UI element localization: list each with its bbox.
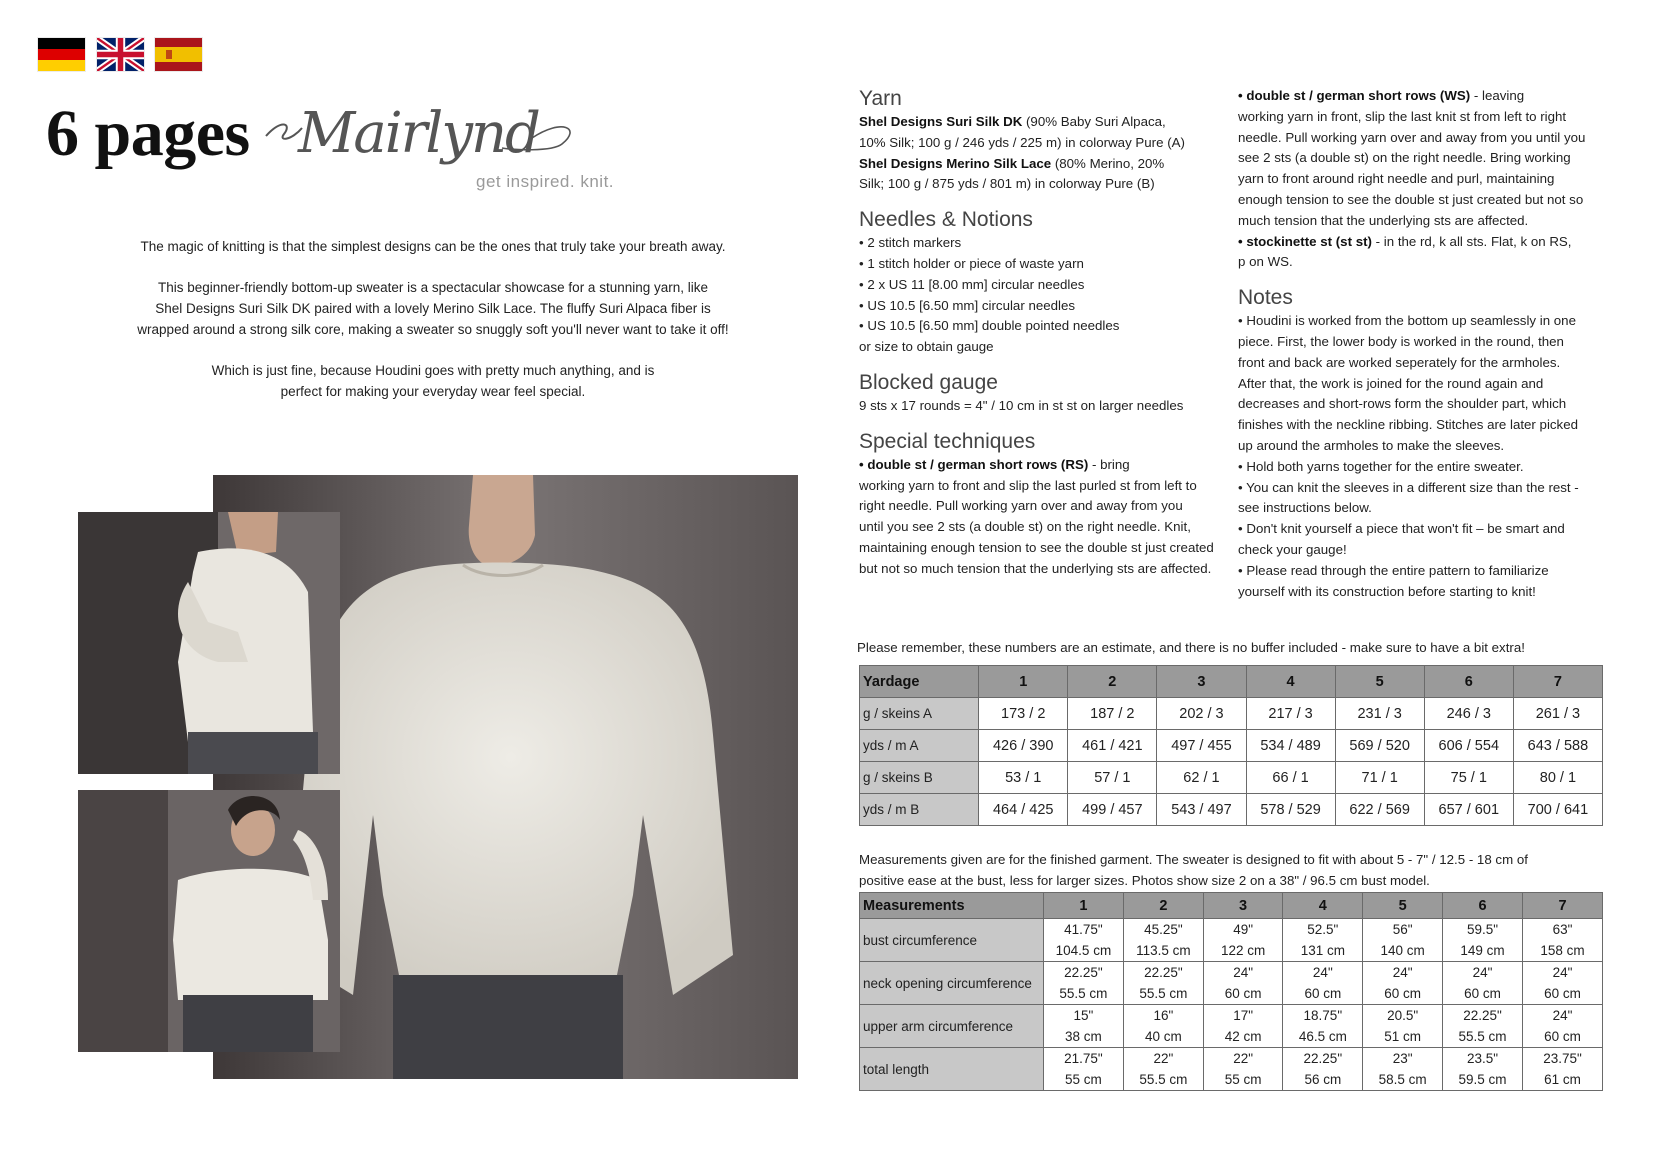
size-header: 1 [1043,893,1123,919]
row-label: total length [860,1048,1044,1091]
note-line: up around the armholes to make the sleeves. [1238,437,1505,453]
needle-item: • US 10.5 [6.50 mm] double pointed needles [859,318,1120,334]
table-cell: 22" 55 cm [1203,1048,1283,1091]
size-header: 7 [1513,666,1602,698]
table-cell: 62 / 1 [1157,762,1246,794]
table-cell: 17" 42 cm [1203,1005,1283,1048]
table-cell: 23.5" 59.5 cm [1443,1048,1523,1091]
gauge-text: 9 sts x 17 rounds = 4" / 10 cm in st st on larger needles [859,397,1184,413]
size-header: 1 [979,666,1068,698]
table-cell: 22.25" 55.5 cm [1043,962,1123,1005]
table-cell: 24" 60 cm [1522,1005,1602,1048]
table-cell: 24" 60 cm [1363,962,1443,1005]
notes-heading: Notes [1238,286,1293,310]
size-header: 7 [1522,893,1602,919]
table-row [860,698,1603,730]
note-line: • Please read through the entire pattern to familiarize [1238,562,1549,578]
pattern-title: 6 pages [46,97,250,170]
row-label: g / skeins A [860,698,979,730]
table-cell: 66 / 1 [1246,762,1335,794]
table-row [860,919,1603,962]
table-cell: 16" 40 cm [1123,1005,1203,1048]
intro-text [118,236,748,422]
german-flag-icon[interactable] [38,38,85,71]
table-cell: 57 / 1 [1068,762,1157,794]
table-row [860,962,1603,1005]
note-line: piece. First, the lower body is worked in the round, then [1238,333,1564,349]
gauge-heading: Blocked gauge [859,370,998,394]
table-cell: 534 / 489 [1246,730,1335,762]
table-cell: 499 / 457 [1068,794,1157,826]
table-cell: 24" 60 cm [1443,962,1523,1005]
technique-st-st: • stockinette st (st st) - in the rd, k all sts. Flat, k on RS, [1238,233,1572,249]
table-cell: 22" 55.5 cm [1123,1048,1203,1091]
table-cell: 53 / 1 [979,762,1068,794]
yardage-note: Please remember, these numbers are an estimate, and there is no buffer included - make sure to have a bit extra! [857,640,1525,655]
needle-item: • 2 x US 11 [8.00 mm] circular needles [859,276,1085,292]
table-cell: 63" 158 cm [1522,919,1602,962]
table-row [860,762,1603,794]
needles-heading: Needles & Notions [859,208,1033,232]
size-header: 6 [1424,666,1513,698]
needle-item: or size to obtain gauge [859,339,994,355]
yarn-heading: Yarn [859,87,902,110]
table-cell: 261 / 3 [1513,698,1602,730]
table-row [860,1005,1603,1048]
needle-item: • 1 stitch holder or piece of waste yarn [859,255,1084,271]
table-row [860,1048,1603,1091]
note-line: • Houdini is worked from the bottom up seamlessly in one [1238,313,1576,329]
intro-paragraph-2: This beginner-friendly bottom-up sweater is a spectacular showcase for a stunning yarn, like Shel Designs Suri Silk DK paired with a lovely Merino Silk Lace. The fluffy Suri Alpaca fiber is wrapped around a strong silk core, making a sweater so snuggly soft you'll never want to take it off! [137,280,729,337]
table-cell: 24" 60 cm [1522,962,1602,1005]
row-label: neck opening circumference [860,962,1044,1005]
spanish-flag-icon[interactable] [155,38,202,71]
size-header: 2 [1068,666,1157,698]
table-cell: 23.75" 61 cm [1522,1048,1602,1091]
table-cell: 202 / 3 [1157,698,1246,730]
note-line: • You can knit the sleeves in a different size than the rest - [1238,479,1579,495]
table-cell: 18.75" 46.5 cm [1283,1005,1363,1048]
table-cell: 700 / 641 [1513,794,1602,826]
table-cell: 49" 122 cm [1203,919,1283,962]
yarn-a: Shel Designs Suri Silk DK (90% Baby Suri Alpaca, [859,114,1166,129]
yardage-table [859,665,1603,826]
intro-paragraph-1: The magic of knitting is that the simplest designs can be the ones that truly take your breath away. [140,239,726,254]
yardage-header-label: Yardage [860,666,979,698]
table-cell: 56" 140 cm [1363,919,1443,962]
svg-text:Mairlynd: Mairlynd [298,101,539,166]
note-line: decreases and short-rows form the shoulder part, which [1238,396,1567,412]
yarn-b: Shel Designs Merino Silk Lace (80% Merino, 20% [859,155,1165,171]
note-line: front and back are worked seperately for the armholes. [1238,354,1561,370]
note-line: After that, the work is joined for the round again and [1238,375,1544,391]
size-header: 5 [1335,666,1424,698]
row-label: yds / m B [860,794,979,826]
table-cell: 643 / 588 [1513,730,1602,762]
uk-flag-icon[interactable] [97,38,144,71]
table-cell: 22.25" 55.5 cm [1123,962,1203,1005]
table-cell: 187 / 2 [1068,698,1157,730]
table-cell: 217 / 3 [1246,698,1335,730]
table-cell: 22.25" 55.5 cm [1443,1005,1523,1048]
table-cell: 15" 38 cm [1043,1005,1123,1048]
front-pose-photo [78,790,340,1052]
row-label: upper arm circumference [860,1005,1044,1048]
table-cell: 657 / 601 [1424,794,1513,826]
table-cell: 543 / 497 [1157,794,1246,826]
table-row [860,794,1603,826]
table-cell: 569 / 520 [1335,730,1424,762]
row-label: bust circumference [860,919,1044,962]
note-line: • Don't knit yourself a piece that won't fit – be smart and [1238,521,1565,537]
table-cell: 80 / 1 [1513,762,1602,794]
needle-item: • US 10.5 [6.50 mm] circular needles [859,297,1076,313]
notes-list [1238,311,1618,602]
table-cell: 24" 60 cm [1203,962,1283,1005]
table-cell: 24" 60 cm [1283,962,1363,1005]
techniques-notes-column: • double st / german short rows (WS) - leaving working yarn in front, slip the last knit st from left to right needle. Pull working yarn over and away from you until you see 2 sts (a double st) on the right needle. Bring working yarn to front around right needle and purl, maintaining enough tension to see the double st just created but not so much tension that the underlying sts are affected. • stockinette st (st st) - in the rd, k all sts. Flat, k on RS, p on WS. Notes • Houdini is worked from the bottom up seamlessly in one piece. First, the lower body is worked in the round, then front and back are worked seperately for the armholes. After that, the work is joined for the round again and decreases and short-rows form the shoulder part, which finishes with the neckline ribbing. Stitches are later picked up around the armholes to make the sleeves. • Hold both yarns together for the entire sweater. • You can knit the sleeves in a different size than the rest - see instructions below. • Don't knit yourself a piece that won't fit – be smart and check your gauge! • Please read through the entire pattern to familiarize yourself with its construction before starting to knit! [1238,86,1618,602]
table-cell: 497 / 455 [1157,730,1246,762]
table-cell: 71 / 1 [1335,762,1424,794]
row-label: yds / m A [860,730,979,762]
note-line: yourself with its construction before starting to knit! [1238,583,1536,599]
table-cell: 22.25" 56 cm [1283,1048,1363,1091]
table-cell: 578 / 529 [1246,794,1335,826]
measurements-note: Measurements given are for the finished garment. The sweater is designed to fit with about 5 - 7" / 12.5 - 18 cm of positive ease at the bust, less for larger sizes. Photos show size 2 on a 38" / 96.5 cm bust model. [859,852,1528,888]
note-line: see instructions below. [1238,500,1372,516]
table-cell: 606 / 554 [1424,730,1513,762]
materials-column: Yarn Shel Designs Suri Silk DK (90% Baby Suri Alpaca, 10% Silk; 100 g / 246 yds / 225 m) in colorway Pure (A) Shel Designs Merino Silk Lace (80% Merino, 20% Silk; 100 g / 875 yds / 801 m) in colorway Pure (B) Needles & Notions • 2 stitch markers • 1 stitch holder or piece of waste yarn • 2 x US 11 [8.00 mm] circular needles • US 10.5 [6.50 mm] circular needles • US 10.5 [6.50 mm] double pointed needles or size to obtain gauge Blocked gauge 9 sts x 17 rounds = 4" / 10 cm in st st on larger needles Special techniques • double st / german short rows (RS) - bring working yarn to front and slip the last purled st from left to right needle. Pull working yarn over and away from you until you see 2 sts (a double st) on the right needle. Knit, maintaining enough tension to see the double st just created but not so much tension that the underlying sts are affected. [859,86,1229,580]
note-line: check your gauge! [1238,541,1347,557]
special-heading: Special techniques [859,429,1036,453]
technique-rs: • double st / german short rows (RS) - bring [859,456,1130,472]
size-header: 2 [1123,893,1203,919]
table-row [860,730,1603,762]
table-cell: 173 / 2 [979,698,1068,730]
size-header: 6 [1443,893,1523,919]
measurements-header-label: Measurements [860,893,1044,919]
side-view-photo [78,512,340,774]
intro-paragraph-3: Which is just fine, because Houdini goes with pretty much anything, and is perfect for making your everyday wear feel special. [211,363,655,399]
table-cell: 464 / 425 [979,794,1068,826]
size-header: 5 [1363,893,1443,919]
needle-item: • 2 stitch markers [859,235,962,251]
table-cell: 246 / 3 [1424,698,1513,730]
table-cell: 20.5" 51 cm [1363,1005,1443,1048]
measurements-table [859,892,1603,1091]
brand-tagline: get inspired. knit. [476,172,615,191]
table-cell: 52.5" 131 cm [1283,919,1363,962]
technique-ws: • double st / german short rows (WS) - leaving [1238,88,1525,103]
table-cell: 75 / 1 [1424,762,1513,794]
table-cell: 622 / 569 [1335,794,1424,826]
note-line: finishes with the neckline ribbing. Stitches are later picked [1238,417,1578,433]
size-header: 4 [1283,893,1363,919]
table-cell: 41.75" 104.5 cm [1043,919,1123,962]
table-cell: 45.25" 113.5 cm [1123,919,1203,962]
table-cell: 231 / 3 [1335,698,1424,730]
note-line: • Hold both yarns together for the entire sweater. [1238,458,1524,474]
table-cell: 461 / 421 [1068,730,1157,762]
row-label: g / skeins B [860,762,979,794]
size-header: 3 [1203,893,1283,919]
table-cell: 23" 58.5 cm [1363,1048,1443,1091]
size-header: 4 [1246,666,1335,698]
table-cell: 59.5" 149 cm [1443,919,1523,962]
table-cell: 426 / 390 [979,730,1068,762]
size-header: 3 [1157,666,1246,698]
table-cell: 21.75" 55 cm [1043,1048,1123,1091]
